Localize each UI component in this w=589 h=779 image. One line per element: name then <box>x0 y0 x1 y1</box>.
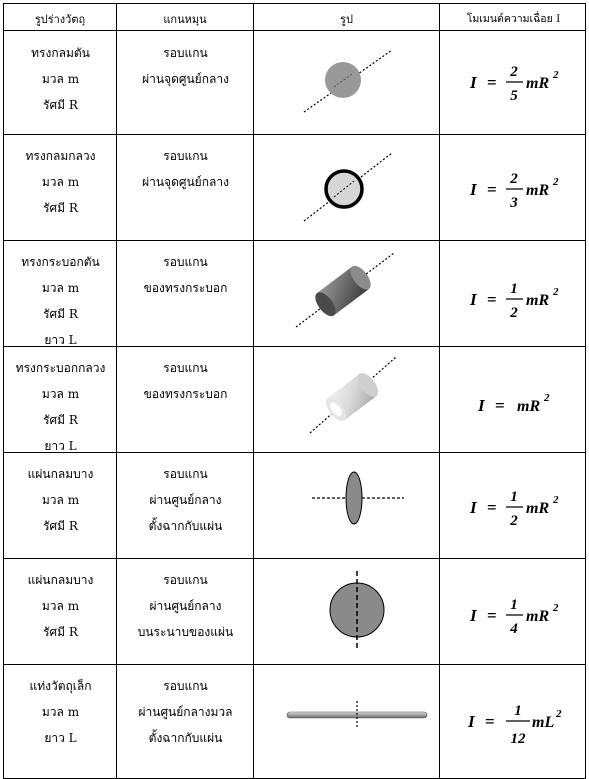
formula-lhs: I <box>478 396 485 415</box>
table-row <box>4 32 585 134</box>
formula <box>440 32 587 134</box>
formula-numerator: 1 <box>510 281 518 297</box>
header-figure: รูป <box>340 13 353 26</box>
axis-line: รอบแกน <box>163 361 208 375</box>
formula-exponent: 2 <box>556 708 562 720</box>
formula-cell <box>440 135 587 240</box>
header-axis: แกนหมุน <box>163 13 207 26</box>
formula-eq: = <box>487 498 497 517</box>
shape-name: แผ่นกลมบาง <box>27 573 94 587</box>
shape-cell <box>4 673 117 751</box>
axis-line: ผ่านจุดศูนย์กลาง <box>142 72 229 86</box>
shape-cell <box>4 461 117 539</box>
axis-line: ผ่านศูนย์กลางมวล <box>138 705 233 719</box>
formula-eq: = <box>487 180 497 199</box>
formula-numerator: 1 <box>514 703 522 719</box>
axis-cell <box>117 355 254 407</box>
formula-denominator: 3 <box>510 195 518 211</box>
thin-disc-perpendicular-figure <box>254 453 440 558</box>
formula-denominator: 5 <box>510 88 518 104</box>
formula-cell <box>440 665 587 779</box>
shape-mass: มวล m <box>41 705 80 719</box>
axis-line: ผ่านศูนย์กลาง <box>149 493 222 507</box>
shape-radius: รัศมี R <box>43 625 78 639</box>
axis-cell <box>117 40 254 92</box>
hollow-cylinder-figure <box>254 347 440 452</box>
hollow-sphere-figure <box>254 135 440 240</box>
formula-cell <box>440 453 587 558</box>
shape-radius: รัศมี R <box>43 201 78 215</box>
formula <box>440 559 587 664</box>
formula-variable: mR <box>526 500 550 517</box>
header-moment: โมเมนต์ความเฉื่อย I <box>466 13 561 25</box>
formula-lhs: I <box>470 498 477 517</box>
table-row <box>4 135 585 240</box>
formula-eq: = <box>495 396 505 415</box>
formula-variable: mR <box>517 398 541 415</box>
shape-length: ยาว L <box>44 731 77 745</box>
formula-numerator: 1 <box>510 597 518 613</box>
axis-line: รอบแกน <box>163 149 208 163</box>
formula <box>440 347 587 452</box>
shape-cell <box>4 143 117 221</box>
table-row <box>4 241 585 346</box>
axis-line: รอบแกน <box>163 467 208 481</box>
axis-line: รอบแกน <box>163 679 208 693</box>
shape-cell <box>4 355 117 459</box>
axis-cell <box>117 673 254 751</box>
formula-exponent: 2 <box>553 176 559 188</box>
axis-line: รอบแกน <box>163 46 208 60</box>
shape-cell <box>4 40 117 118</box>
thin-disc-in-plane-figure <box>254 559 440 664</box>
formula-cell <box>440 32 587 134</box>
formula-exponent: 2 <box>544 392 550 404</box>
shape-name: แท่งวัตถุเล็ก <box>29 679 92 693</box>
shape-name: ทรงกระบอกตัน <box>21 255 100 269</box>
table-row <box>4 453 585 558</box>
shape-length: ยาว L <box>44 333 77 347</box>
table-header <box>4 4 585 31</box>
formula <box>440 135 587 240</box>
formula-variable: mR <box>526 608 550 625</box>
formula-lhs: I <box>468 712 475 731</box>
shape-mass: มวล m <box>41 175 80 189</box>
header-shape: รูปร่างวัตถุ <box>34 13 86 26</box>
axis-line: ผ่านศูนย์กลาง <box>149 599 222 613</box>
formula-cell <box>440 559 587 664</box>
axis-line: รอบแกน <box>163 255 208 269</box>
shape-name: ทรงกระบอกกลวง <box>15 361 106 375</box>
formula-variable: mR <box>526 75 550 92</box>
formula-numerator: 2 <box>510 64 518 80</box>
shape-name: ทรงกลมกลวง <box>25 149 96 163</box>
formula-denominator: 12 <box>510 731 526 747</box>
moment-of-inertia-table <box>3 3 586 779</box>
solid-cylinder-figure <box>254 241 440 346</box>
formula-exponent: 2 <box>553 286 559 298</box>
shape-cell <box>4 249 117 353</box>
figure-cell <box>254 347 440 452</box>
axis-cell <box>117 143 254 195</box>
shape-radius: รัศมี R <box>43 98 78 112</box>
axis-line: ตั้งฉากกับแผ่น <box>148 519 223 533</box>
formula-eq: = <box>487 606 497 625</box>
shape-mass: มวล m <box>41 281 80 295</box>
formula-lhs: I <box>470 290 477 309</box>
solid-sphere-figure <box>254 32 440 134</box>
figure-cell <box>254 665 440 779</box>
shape-radius: รัศมี R <box>43 413 78 427</box>
formula-cell <box>440 347 587 452</box>
shape-name: ทรงกลมตัน <box>31 46 90 60</box>
figure-cell <box>254 32 440 134</box>
axis-line: บนระนาบของแผ่น <box>137 625 234 639</box>
formula-eq: = <box>487 290 497 309</box>
formula-exponent: 2 <box>553 494 559 506</box>
shape-name: แผ่นกลมบาง <box>27 467 94 481</box>
formula-denominator: 2 <box>510 305 518 321</box>
formula-lhs: I <box>470 606 477 625</box>
figure-cell <box>254 241 440 346</box>
formula-exponent: 2 <box>553 602 559 614</box>
formula-denominator: 4 <box>510 621 518 637</box>
formula-exponent: 2 <box>553 69 559 81</box>
axis-line: ผ่านจุดศูนย์กลาง <box>142 175 229 189</box>
formula <box>440 665 587 779</box>
formula-cell <box>440 241 587 346</box>
shape-mass: มวล m <box>41 599 80 613</box>
formula-numerator: 2 <box>510 171 518 187</box>
axis-cell <box>117 249 254 301</box>
shape-radius: รัศมี R <box>43 519 78 533</box>
formula-denominator: 2 <box>510 513 518 529</box>
table-row <box>4 559 585 664</box>
shape-mass: มวล m <box>41 493 80 507</box>
formula-variable: mR <box>526 292 550 309</box>
shape-mass: มวล m <box>41 72 80 86</box>
shape-cell <box>4 567 117 645</box>
axis-line: ตั้งฉากกับแผ่น <box>148 731 223 745</box>
formula <box>440 453 587 558</box>
formula-eq: = <box>485 712 495 731</box>
formula-eq: = <box>487 73 497 92</box>
shape-radius: รัศมี R <box>43 307 78 321</box>
axis-line: ของทรงกระบอก <box>143 281 228 295</box>
formula <box>440 241 587 346</box>
formula-variable: mR <box>526 182 550 199</box>
axis-line: รอบแกน <box>163 573 208 587</box>
axis-line: ของทรงกระบอก <box>143 387 228 401</box>
shape-mass: มวล m <box>41 387 80 401</box>
figure-cell <box>254 135 440 240</box>
formula-lhs: I <box>470 73 477 92</box>
table-row <box>4 347 585 452</box>
formula-lhs: I <box>470 180 477 199</box>
axis-cell <box>117 567 254 645</box>
figure-cell <box>254 559 440 664</box>
shape-length: ยาว L <box>44 439 77 453</box>
thin-rod-figure <box>254 665 440 779</box>
formula-variable: mL <box>532 714 555 731</box>
table-row <box>4 665 585 779</box>
axis-cell <box>117 461 254 539</box>
figure-cell <box>254 453 440 558</box>
formula-numerator: 1 <box>510 489 518 505</box>
